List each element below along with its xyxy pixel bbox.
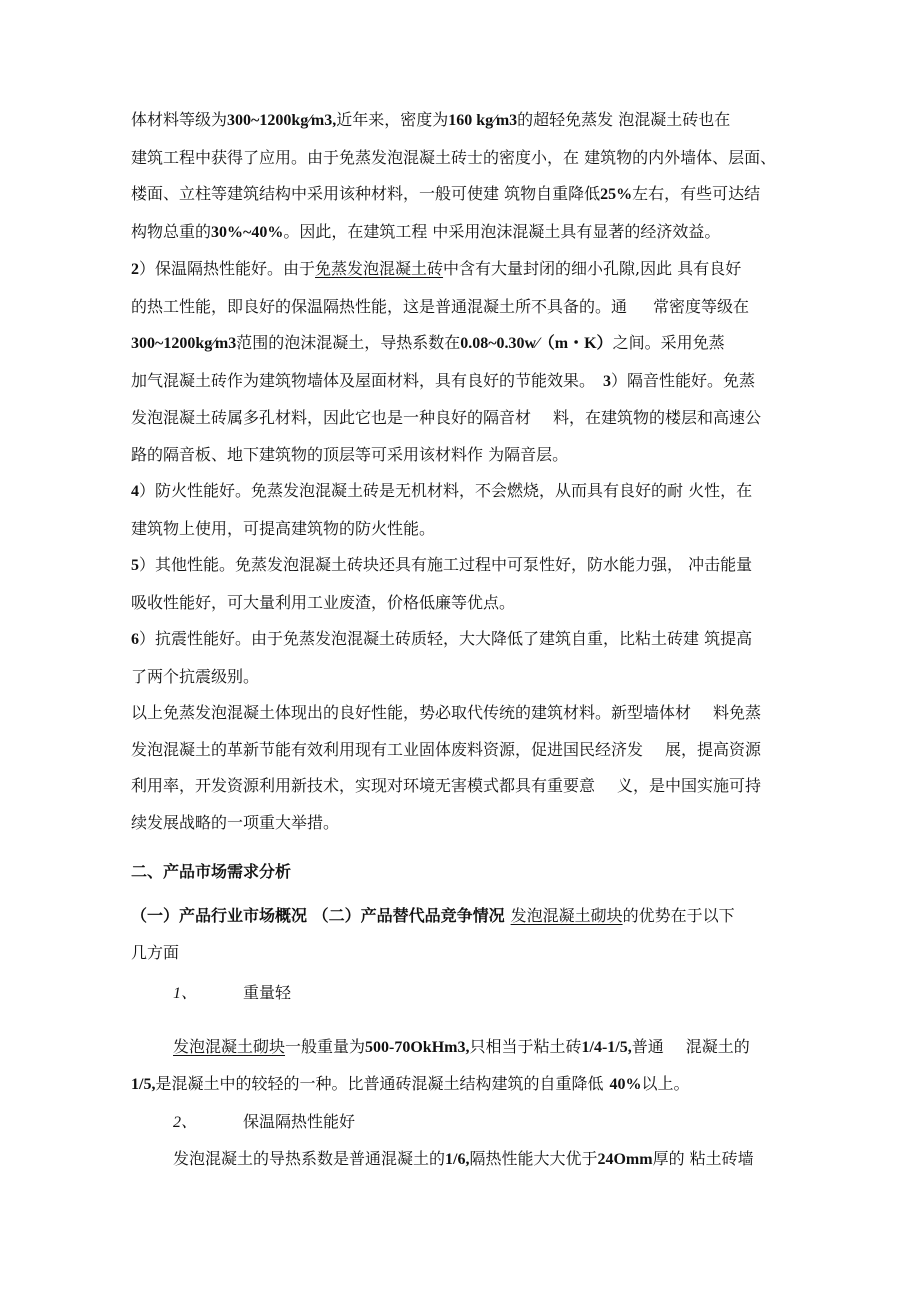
list-item: 2、 保温隔热性能好 — [173, 1111, 356, 1131]
paragraph-line: 建筑物上使用，可提高建筑物的防火性能。 — [131, 518, 436, 538]
paragraph-line: 楼面、立柱等建筑结构中采用该种材料，一般可使建 筑物自重降低25%左右，有些可达结 — [131, 184, 761, 203]
paragraph-line: 建筑工程中获得了应用。由于免蒸发泡混凝土砖士的密度小，在 建筑物的内外墙体、层面、 — [131, 147, 777, 167]
list-item: 1、 重量轻 — [173, 983, 292, 1002]
term-link: 免蒸发泡混凝土砖 — [315, 259, 444, 278]
term-link: 发泡混凝土砌块 — [173, 1036, 286, 1056]
paragraph-line: 5）其他性能。免蒸发泡混凝土砖块还具有施工过程中可泵性好，防水能力强， 冲击能量 — [131, 555, 753, 574]
paragraph-line: （一）产品行业市场概况 （二）产品替代品竞争情况 发泡混凝土砌块的优势在于以下 — [131, 906, 735, 925]
paragraph-line: 300~1200kg∕m3范围的泡沫混凝土，导热系数在0.08~0.30w∕（m・K）之间。采用免蒸 — [131, 333, 725, 352]
paragraph-line: 6）抗震性能好。由于免蒸发泡混凝土砖质轻，大大降低了建筑自重，比粘土砖建 筑提高 — [131, 629, 753, 648]
term-link: 发泡混凝土砌块 — [510, 906, 623, 925]
paragraph-line: 4）防火性能好。免蒸发泡混凝土砖是无机材料，不会燃烧，从而具有良好的耐 火性，在 — [131, 481, 753, 500]
paragraph-line: 发泡混凝土的导热系数是普通混凝土的1/6,隔热性能大大优于24Omm厚的 粘土砖墙 — [173, 1149, 754, 1168]
paragraph-line: 几方面 — [131, 942, 180, 962]
paragraph-line: 发泡混凝土砌块一般重量为500-70OkHm3,只相当于粘土砖1/4-1/5,普通 混凝土的 — [173, 1036, 750, 1056]
paragraph-line: 的热工性能，即良好的保温隔热性能，这是普通混凝土所不具备的。通 常密度等级在 — [131, 296, 750, 316]
paragraph-line: 路的隔音板、地下建筑物的顶层等可采用该材料作 为隔音层。 — [131, 444, 569, 464]
paragraph-line: 2）保温隔热性能好。由于免蒸发泡混凝土砖中含有大量封闭的细小孔隙,因此 具有良好 — [131, 259, 742, 278]
paragraph-line: 以上免蒸发泡混凝土体现出的良好性能，势必取代传统的建筑材料。新型墙体材 料免蒸 — [131, 703, 762, 722]
paragraph-line: 续发展战略的一项重大举措。 — [131, 812, 340, 832]
paragraph-line: 发泡混凝土的革新节能有效利用现有工业固体废料资源，促进国民经济发 展，提高资源 — [131, 739, 762, 759]
paragraph-line: 利用率，开发资源利用新技术，实现对环境无害模式都具有重要意 义，是中国实施可持 — [131, 776, 762, 795]
paragraph-line: 发泡混凝土砖属多孔材料，因此它也是一种良好的隔音材 料，在建筑物的楼层和高速公 — [131, 408, 762, 427]
paragraph-line: 了两个抗震级别。 — [131, 666, 260, 686]
paragraph-line: 1/5,是混凝土中的较轻的一种。比普通砖混凝土结构建筑的自重降低 40%以上。 — [131, 1074, 690, 1093]
paragraph-line: 吸收性能好，可大量利用工业废渣，价格低廉等优点。 — [131, 592, 516, 612]
paragraph-line: 体材料等级为300~1200kg∕m3,近年来，密度为160 kg∕m3的超轻免蒸发 泡混凝土砖也在 — [131, 110, 731, 129]
document-body — [131, 102, 798, 1179]
paragraph-line: 构物总重的30%~40%。因此，在建筑工程 中采用泡沫混凝土具有显著的经济效益。 — [131, 221, 721, 241]
section-heading: 二、产品市场需求分析 — [131, 862, 292, 881]
paragraph-line: 加气混凝土砖作为建筑物墙体及屋面材料，具有良好的节能效果。 3）隔音性能好。免蒸 — [131, 370, 756, 390]
